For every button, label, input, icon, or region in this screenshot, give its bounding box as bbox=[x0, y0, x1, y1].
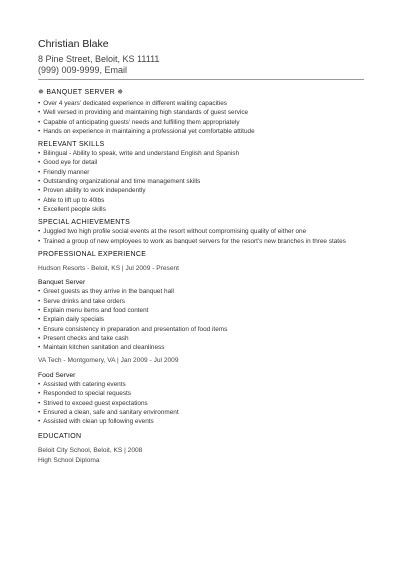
list-item: • Present checks and take cash bbox=[38, 334, 363, 343]
list-item: • Hands on experience in maintaining a professional yet comfortable attitude bbox=[38, 127, 363, 136]
candidate-name: Christian Blake bbox=[38, 38, 109, 50]
list-item: • Able to lift up to 40lbs bbox=[38, 196, 363, 205]
list-item: • Good eye for detail bbox=[38, 158, 363, 167]
summary-list bbox=[38, 99, 363, 136]
job-role: Food Server bbox=[38, 371, 76, 379]
summary-title-text: BANQUET SERVER bbox=[46, 89, 115, 96]
job-role: Banquet Server bbox=[38, 279, 86, 287]
list-item: • Greet guests as they arrive in the banquet hall bbox=[38, 287, 363, 296]
list-item: • Serve drinks and take orders bbox=[38, 297, 363, 306]
degree-line: High School Diploma bbox=[38, 456, 100, 464]
achievements-list bbox=[38, 227, 363, 246]
list-item: • Outstanding organizational and time management skills bbox=[38, 177, 363, 186]
list-item: • Ensured a clean, safe and sanitary environment bbox=[38, 408, 363, 417]
contact-line: (999) 009-9999, Email bbox=[38, 65, 128, 75]
list-item: • Proven ability to work independently bbox=[38, 186, 363, 195]
list-item: • Assisted with catering events bbox=[38, 380, 363, 389]
star-icon: ✵ bbox=[117, 89, 124, 96]
list-item: • Responded to special requests bbox=[38, 389, 363, 398]
skills-list bbox=[38, 149, 363, 214]
employer-line: Hudson Resorts - Beloit, KS | Jul 2009 - Present bbox=[38, 264, 179, 272]
achievements-title: SPECIAL ACHIEVEMENTS bbox=[38, 219, 131, 227]
list-item: • Excellent people skills bbox=[38, 205, 363, 214]
job-duties-list bbox=[38, 380, 363, 426]
list-item: • Friendly manner bbox=[38, 168, 363, 177]
list-item: • Assisted with clean up following events bbox=[38, 417, 363, 426]
list-item: • Well versed in providing and maintaining high standards of guest service bbox=[38, 108, 363, 117]
list-item: • Over 4 years' dedicated experience in different waiting capacities bbox=[38, 99, 363, 108]
list-item: • Juggled two high profile social events at the resort without compromising quality of either one bbox=[38, 227, 363, 236]
school-line: Beloit City School, Beloit, KS | 2008 bbox=[38, 447, 143, 455]
address-line: 8 Pine Street, Beloit, KS 11111 bbox=[38, 54, 160, 64]
list-item: • Strived to exceed guest expectations bbox=[38, 399, 363, 408]
list-item: • Bilingual - Ability to speak, write and understand English and Spanish bbox=[38, 149, 363, 158]
skills-title: RELEVANT SKILLS bbox=[38, 141, 105, 149]
list-item: • Capable of anticipating guests' needs and fulfilling them appropriately bbox=[38, 118, 363, 127]
star-icon: ✵ bbox=[38, 89, 45, 96]
list-item: • Explain menu items and food content bbox=[38, 306, 363, 315]
list-item: • Maintain kitchen sanitation and cleanliness bbox=[38, 343, 363, 352]
job-duties-list bbox=[38, 287, 363, 352]
education-title: EDUCATION bbox=[38, 433, 82, 441]
header-divider bbox=[38, 79, 364, 80]
list-item: • Trained a group of new employees to work as banquet servers for the resort's new branches in three states bbox=[38, 237, 363, 246]
list-item: • Explain daily specials bbox=[38, 315, 363, 324]
employer-line: VA Tech - Montgomery, VA | Jan 2009 - Jul 2009 bbox=[38, 357, 179, 365]
list-item: • Ensure consistency in preparation and presentation of food items bbox=[38, 325, 363, 334]
summary-title bbox=[38, 88, 363, 97]
experience-title: PROFESSIONAL EXPERIENCE bbox=[38, 250, 147, 258]
